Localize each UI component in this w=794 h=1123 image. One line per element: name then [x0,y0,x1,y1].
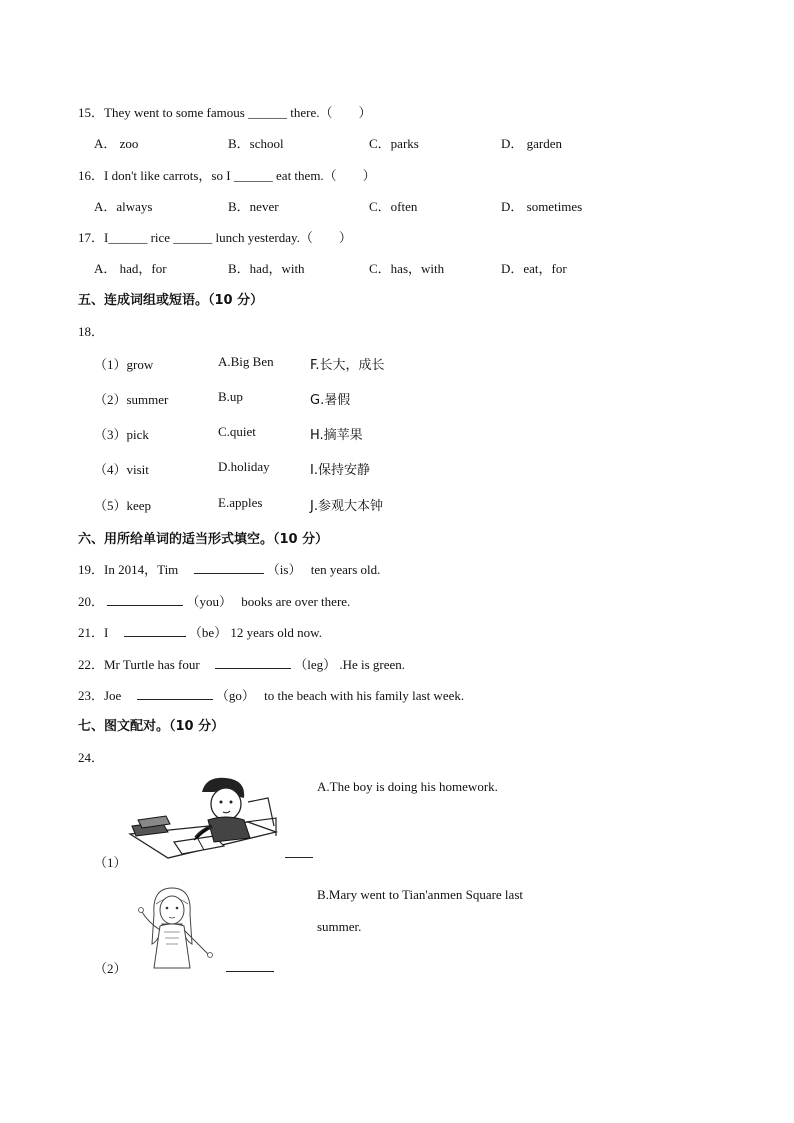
match-right-f: F.长大，成长 [310,358,385,373]
match-right-h: H.摘苹果 [310,428,363,443]
match-sentence-b-line-2: summer. [317,919,362,934]
q19-hint: （is） [266,562,302,577]
q19-suffix: ten years old. [310,562,381,577]
match-sentence-b-line-1: B.Mary went to Tian'anmen Square last [317,887,523,902]
match-mid-d: D.holiday [218,459,270,474]
q19-answer-blank[interactable] [194,561,264,574]
match-mid-b: B.up [218,389,243,404]
q15-option-b[interactable]: B．school [228,136,284,151]
q15-option-c[interactable]: C．parks [369,136,419,151]
match-right-g: G.暑假 [310,393,351,408]
picture-2-label: （2） [94,961,127,976]
match-right-j: J.参观大本钟 [310,499,383,514]
q23-hint: （go） [215,688,255,703]
q20-prefix: 20． [78,594,105,609]
question-23 [78,685,464,704]
question-22 [78,654,405,673]
question-20 [78,591,350,610]
q16-option-a[interactable]: A．always [94,199,153,214]
q17-option-a[interactable]: A． had，for [94,261,167,276]
q20-answer-blank[interactable] [107,593,183,606]
q15-option-a[interactable]: A． zoo [94,136,139,151]
q16-option-b[interactable]: B．never [228,199,279,214]
match-left-2: （2）summer [94,392,169,407]
question-18-number: 18． [78,324,105,339]
q20-hint: （you） [186,594,233,609]
q21-suffix: 12 years old now. [230,625,322,640]
q16-option-c[interactable]: C．often [369,199,418,214]
q17-option-d[interactable]: D．eat，for [501,261,567,276]
q15-option-d[interactable]: D． garden [501,136,563,151]
match-left-5: （5）keep [94,498,152,513]
picture-1-answer-blank[interactable] [285,857,313,858]
section-6-heading: 六、用所给单词的适当形式填空。（10 分） [78,532,329,547]
match-left-1: （1）grow [94,357,154,372]
question-24-number: 24． [78,750,105,765]
q21-prefix: 21．I [78,625,109,640]
q23-prefix: 23．Joe [78,688,122,703]
q22-suffix: .He is green. [339,657,406,672]
q22-prefix: 22．Mr Turtle has four [78,657,200,672]
q19-prefix: 19．In 2014，Tim [78,562,179,577]
picture-2-answer-blank[interactable] [226,971,274,972]
q22-answer-blank[interactable] [215,656,291,669]
match-left-3: （3）pick [94,427,149,442]
q23-answer-blank[interactable] [137,687,213,700]
section-7-heading: 七、图文配对。（10 分） [78,719,225,734]
girl-mary-illustration [126,884,218,970]
match-mid-c: C.quiet [218,424,256,439]
q21-hint: （be） [188,625,228,640]
match-sentence-a: A.The boy is doing his homework. [317,779,498,794]
question-15-stem: 15．They went to some famous ______ there.（ ） [78,105,372,120]
q22-hint: （leg） [294,657,337,672]
match-right-i: I.保持安静 [310,463,370,478]
q17-option-c[interactable]: C．has，with [369,261,445,276]
match-left-4: （4）visit [94,462,149,477]
match-mid-e: E.apples [218,495,263,510]
question-19 [78,559,380,578]
section-5-heading: 五、连成词组或短语。（10 分） [78,293,264,308]
q21-answer-blank[interactable] [124,624,186,637]
boy-homework-illustration [128,772,278,860]
picture-1-label: （1） [94,855,127,870]
question-21 [78,622,322,641]
q20-suffix: books are over there. [241,594,351,609]
q17-option-b[interactable]: B．had，with [228,261,305,276]
q23-suffix: to the beach with his family last week. [264,688,465,703]
match-mid-a: A.Big Ben [218,354,274,369]
question-17-stem: 17．I______ rice ______ lunch yesterday.（ ） [78,230,352,245]
q16-option-d[interactable]: D． sometimes [501,199,583,214]
question-16-stem: 16．I don't like carrots，so I ______ eat them.（ ） [78,168,376,183]
